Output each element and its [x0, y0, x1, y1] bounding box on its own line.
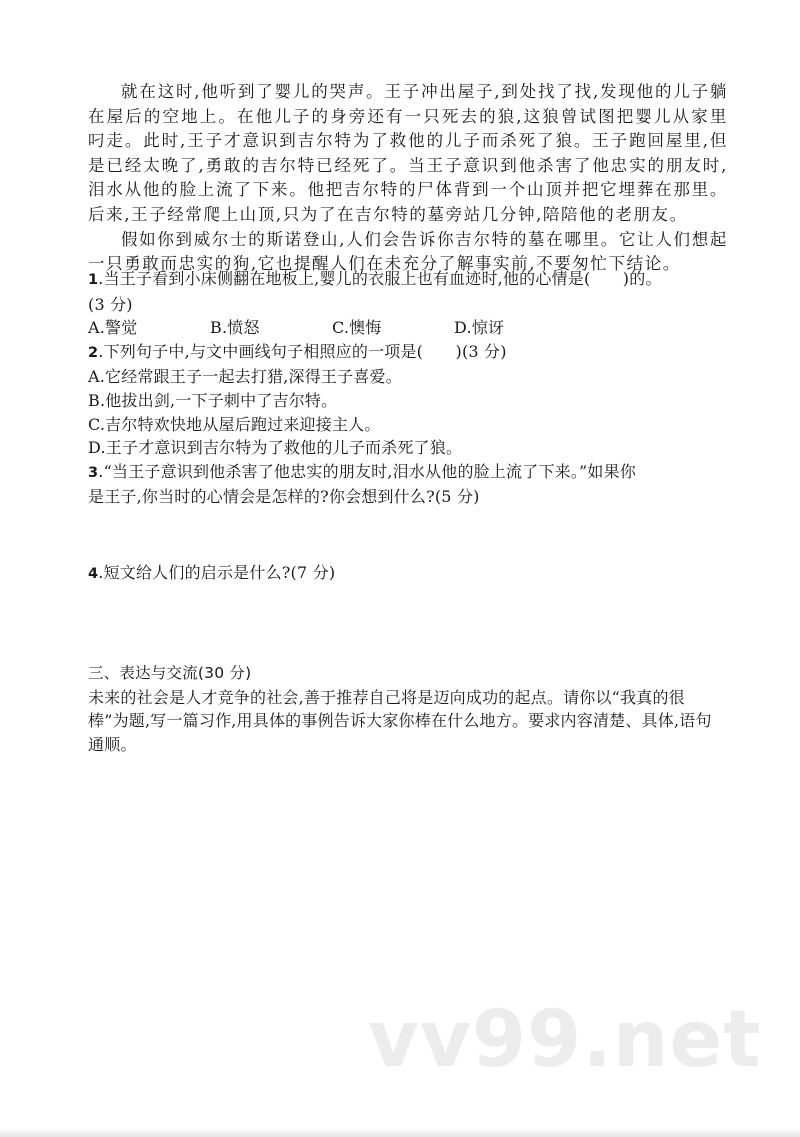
- question-number: 4: [88, 566, 99, 582]
- option-a: A.它经常跟王子一起去打猎,深得王子喜爱。: [88, 367, 402, 387]
- question-text-continued: 是王子,你当时的心情会是怎样的?你会想到什么?(5 分): [88, 487, 480, 507]
- passage-paragraph-2: 假如你到威尔士的斯诺登山,人们会告诉你吉尔特的墓在哪里。它让人们想起一只勇敢而忠实的狗,它也提醒人们在未充分了解事实前,不要匆忙下结论。: [88, 229, 728, 274]
- question-text: .“当王子意识到他杀害了他忠实的朋友时,泪水从他的脸上流了下来。”如果你: [98, 461, 637, 481]
- question-number: 3: [88, 464, 99, 481]
- section-3: [88, 662, 728, 756]
- question-3: [88, 460, 728, 509]
- page-bottom-edge: [0, 1128, 800, 1137]
- question-text: .下列句子中,与文中画线句子相照应的一项是( )(3 分): [98, 341, 507, 361]
- option-b: B.他拔出剑,一下子刺中了吉尔特。: [88, 390, 338, 410]
- section-title: 三、表达与交流(30 分): [88, 664, 252, 682]
- reading-passage: [88, 80, 728, 277]
- options-row: [88, 316, 728, 340]
- essay-prompt: 未来的社会是人才竞争的社会,善于推荐自己将是迈向成功的起点。请你以“我真的很棒”为题,写一篇习作,用具体的事例告诉大家你棒在什么地方。要求内容清楚、具体,语句通顺。: [88, 687, 712, 754]
- question-2: [88, 340, 728, 460]
- passage-paragraph-1: 就在这时,他听到了婴儿的哭声。王子冲出屋子,到处找了找,发现他的儿子躺在屋后的空地上。在他儿子的身旁还有一只死去的狼,这狼曾试图把婴儿从家里叼走。此时,王子才意识到吉尔特为了救他的儿子而杀死了狼。王子跑回屋里,但是已经太晚了,勇敢的吉尔特已经死了。当王子意识到他杀害了他忠实的朋友时,泪水从他的脸上流了下来。他把吉尔特的尸体背到一个山顶并把它埋葬在那里。后来,王子经常爬上山顶,只为了在吉尔特的墓旁站几分钟,陪陪他的老朋友。: [88, 82, 728, 224]
- question-points: (3 分): [88, 294, 133, 314]
- option-b: B.愤怒: [210, 318, 260, 338]
- question-4: [88, 561, 728, 587]
- question-number: 2: [88, 344, 99, 361]
- option-d: D.王子才意识到吉尔特为了救他的儿子而杀死了狼。: [88, 438, 463, 458]
- option-c: C.懊悔: [332, 318, 382, 338]
- option-c: C.吉尔特欢快地从屋后跑过来迎接主人。: [88, 414, 381, 434]
- question-text: .短文给人们的启示是什么?(7 分): [98, 563, 336, 582]
- question-text: .当王子看到小床侧翻在地板上,婴儿的衣服上也有血迹时,他的心情是( )的。: [98, 269, 662, 288]
- option-a: A.警觉: [88, 318, 138, 338]
- questions-1-3: [88, 267, 728, 509]
- question-number: 1: [88, 272, 99, 288]
- option-d: D.惊讶: [454, 318, 505, 338]
- watermark: vv99.net: [368, 995, 762, 1085]
- question-1: [88, 267, 728, 340]
